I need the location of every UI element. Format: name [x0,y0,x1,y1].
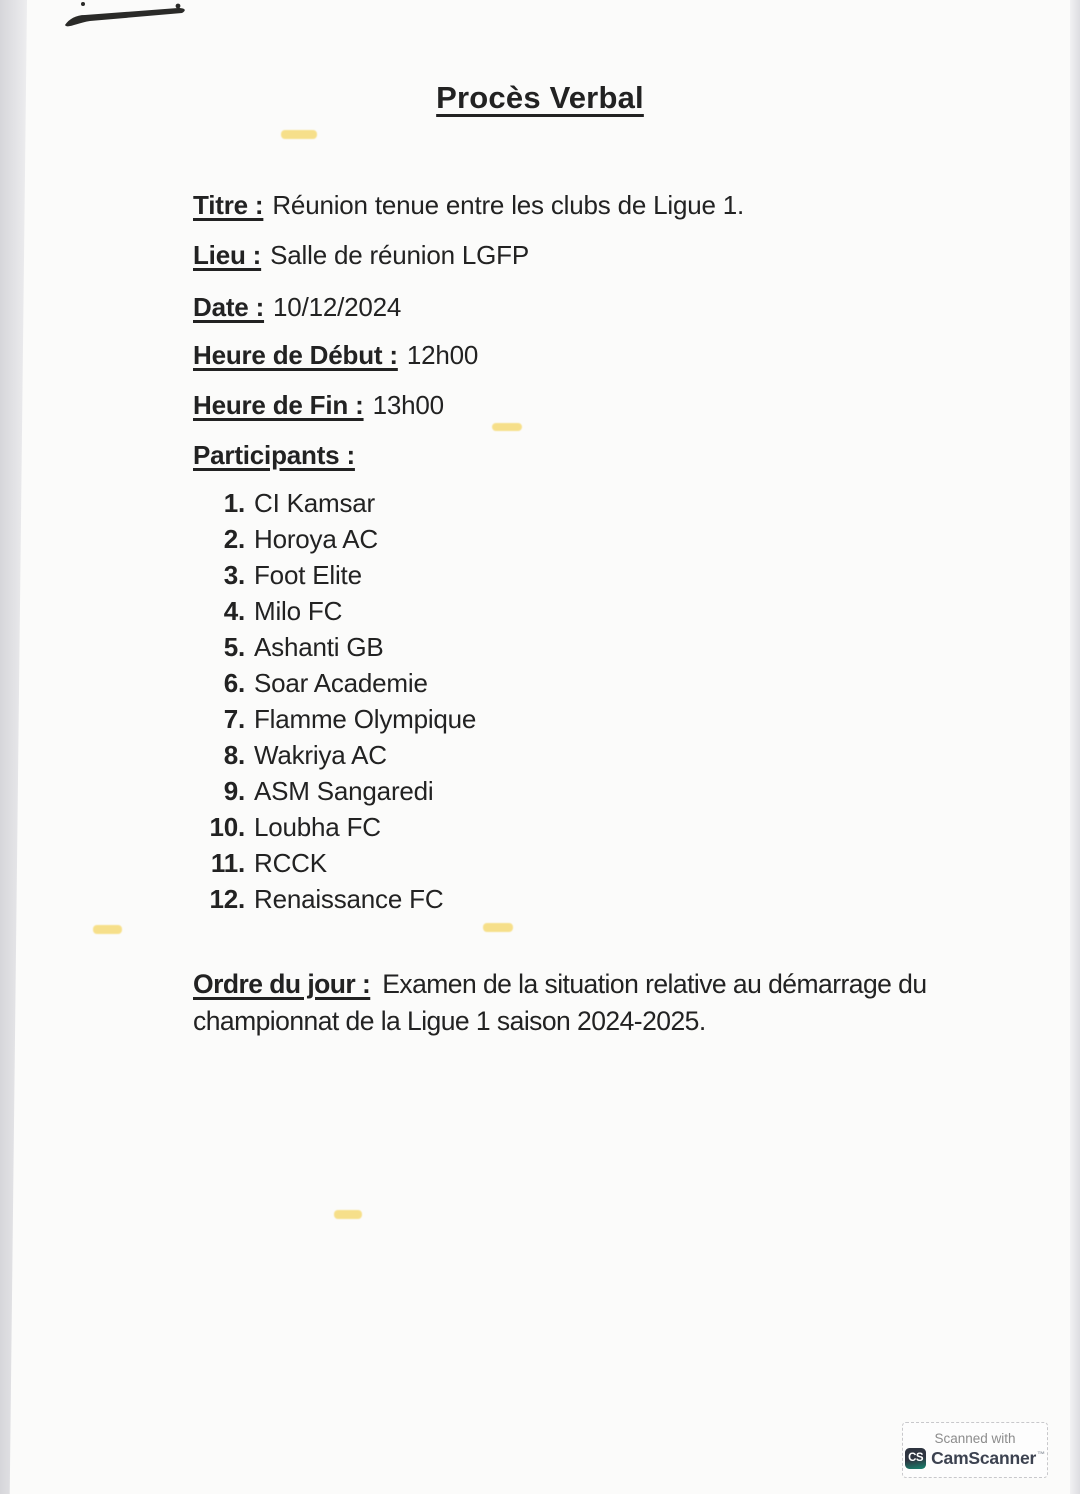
scan-edge-right [1070,0,1080,1494]
participant-row [193,884,476,920]
participant-number: 5. [223,632,245,662]
participant-number: 3. [223,560,245,590]
scan-edge-left [0,0,27,1494]
field-lieu-label: Lieu : [193,240,262,270]
field-titre-label: Titre : [193,190,264,220]
highlighter-dash [483,923,513,932]
participant-row [193,596,476,632]
participants-heading-label: Participants : [193,440,355,470]
participant-number: 10. [209,812,245,842]
participant-row [193,704,476,740]
field-heure-fin [193,390,444,421]
field-heure-debut-value: 12h00 [406,340,479,370]
participant-row [193,668,476,704]
scanned-with-text: Scanned with [934,1430,1016,1446]
camscanner-brand-row [905,1448,1045,1469]
participant-number: 8. [223,740,245,770]
highlighter-dash [281,130,317,139]
camscanner-brand-text: CamScanner [931,1447,1037,1468]
participant-name: Horoya AC [254,524,378,554]
highlighter-dash [93,925,122,934]
participant-row [193,740,476,776]
participant-name: RCCK [254,848,327,878]
participant-number: 4. [223,596,245,626]
participant-name: Foot Elite [254,560,362,590]
field-heure-debut-label: Heure de Début : [193,340,398,370]
agenda-paragraph [193,966,975,1040]
participant-name: Wakriya AC [254,740,387,770]
participant-name: Flamme Olympique [254,704,477,734]
highlighter-dash [334,1210,362,1219]
participants-list [193,488,476,920]
agenda-label: Ordre du jour : [193,969,371,999]
participant-row [193,776,476,812]
participant-name: Renaissance FC [254,884,444,914]
field-lieu [193,240,529,271]
participant-number: 9. [223,776,245,806]
camscanner-brand-name [931,1448,1045,1469]
agenda-text: Examen de la situation relative au démarrage du championnat de la Ligue 1 saison 2024-2025. [193,969,927,1036]
participant-row [193,848,476,884]
participant-number: 2. [223,524,245,554]
field-titre [193,190,744,221]
field-heure-debut [193,340,478,371]
participant-number: 11. [210,848,245,878]
participant-name: Milo FC [254,596,343,626]
participant-row [193,812,476,848]
participants-heading [193,440,355,471]
trademark-symbol: ™ [1037,1449,1045,1459]
participant-name: Ashanti GB [254,632,384,662]
participant-number: 1. [223,488,245,518]
participant-row [193,524,476,560]
participant-row [193,488,476,524]
camscanner-badge [902,1422,1048,1478]
participant-number: 12. [209,884,245,914]
participant-number: 7. [223,704,245,734]
participant-row [193,560,476,596]
participant-name: Loubha FC [254,812,381,842]
field-heure-fin-value: 13h00 [372,390,444,420]
field-date [193,292,401,323]
participant-name: ASM Sangaredi [254,776,434,806]
document-title: Procès Verbal [436,80,644,115]
field-heure-fin-label: Heure de Fin : [193,390,364,420]
field-date-label: Date : [193,292,265,322]
field-titre-value: Réunion tenue entre les clubs de Ligue 1. [272,190,745,220]
participant-name: Soar Academie [254,668,428,698]
camscanner-logo-icon: CS [905,1448,926,1469]
highlighter-dash [492,423,522,431]
participant-row [193,632,476,668]
pen-scribble-mark [58,0,200,36]
field-lieu-value: Salle de réunion LGFP [270,240,529,270]
participant-number: 6. [223,668,245,698]
participant-name: CI Kamsar [254,488,376,518]
field-date-value: 10/12/2024 [273,292,402,322]
